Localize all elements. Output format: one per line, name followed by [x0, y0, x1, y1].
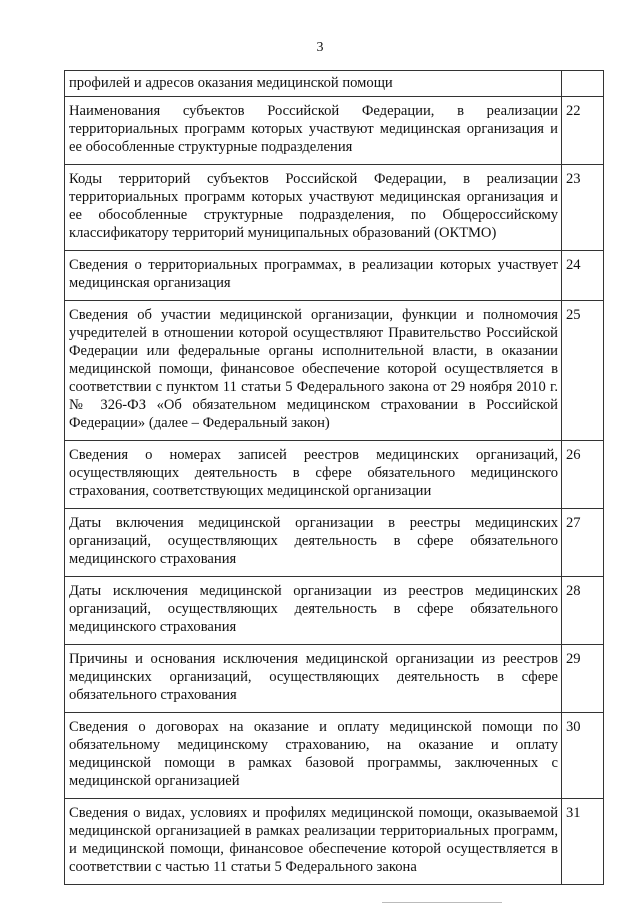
table-row — [65, 301, 604, 441]
row-number: 25 — [562, 301, 604, 441]
row-description: Сведения о территориальных программах, в реализации которых участвует медицинская организация — [65, 251, 562, 301]
row-number: 28 — [562, 577, 604, 645]
table-row — [65, 251, 604, 301]
row-number: 27 — [562, 509, 604, 577]
row-description: Даты исключения медицинской организации из реестров медицинских организаций, осуществляющих деятельность в сфере обязательного медицинского страхования — [65, 577, 562, 645]
page-number: 3 — [316, 40, 324, 55]
row-number: 26 — [562, 441, 604, 509]
row-description: Сведения об участии медицинской организации, функции и полномочия учредителей в отношении которой осуществляют Правительство Российской Федерации или федеральные органы исполнительной власти, в оказании медицинской помощи, финансовое обеспечение которой осуществляется в соответствии с пунктом 11 статьи 5 Федерального закона от 29 ноября 2010 г. № 326-ФЗ «Об обязательном медицинском страховании в Российской Федерации» (далее – Федеральный закон) — [65, 301, 562, 441]
row-description: Сведения о договорах на оказание и оплату медицинской помощи по обязательному медицинскому страхованию, на оказание и оплату медицинской помощи в рамках базовой программы, заключенных с медицинской организацией — [65, 713, 562, 799]
row-number — [562, 71, 604, 97]
row-description: Сведения о видах, условиях и профилях медицинской помощи, оказываемой медицинской организацией в рамках реализации территориальных программ, и медицинской помощи, финансовое обеспечение которой осуществляется в соответствии с частью 11 статьи 5 Федерального закона — [65, 799, 562, 885]
row-description: профилей и адресов оказания медицинской помощи — [65, 71, 562, 97]
table-row — [65, 97, 604, 165]
row-description: Причины и основания исключения медицинской организации из реестров медицинских организаций, осуществляющих деятельность в сфере обязательного страхования — [65, 645, 562, 713]
row-number: 23 — [562, 165, 604, 251]
row-description: Сведения о номерах записей реестров медицинских организаций, осуществляющих деятельность в сфере обязательного медицинского страхования, соответствующих медицинской организации — [65, 441, 562, 509]
table-row — [65, 71, 604, 97]
row-number: 31 — [562, 799, 604, 885]
table-row — [65, 509, 604, 577]
row-description: Коды территорий субъектов Российской Федерации, в реализации территориальных программ которых участвуют медицинская организация и ее обособленные структурные подразделения, по Общероссийскому классификатору территорий муниципальных образований (ОКТМО) — [65, 165, 562, 251]
row-description: Наименования субъектов Российской Федерации, в реализации территориальных программ которых участвуют медицинская организация и ее обособленные структурные подразделения — [65, 97, 562, 165]
table-row — [65, 441, 604, 509]
document-table — [64, 70, 604, 885]
bottom-divider — [382, 902, 502, 903]
table-row — [65, 799, 604, 885]
row-number: 22 — [562, 97, 604, 165]
table-row — [65, 713, 604, 799]
table-row — [65, 165, 604, 251]
table-row — [65, 645, 604, 713]
row-description: Даты включения медицинской организации в реестры медицинских организаций, осуществляющих деятельность в сфере обязательного медицинского страхования — [65, 509, 562, 577]
row-number: 30 — [562, 713, 604, 799]
table-row — [65, 577, 604, 645]
row-number: 24 — [562, 251, 604, 301]
row-number: 29 — [562, 645, 604, 713]
